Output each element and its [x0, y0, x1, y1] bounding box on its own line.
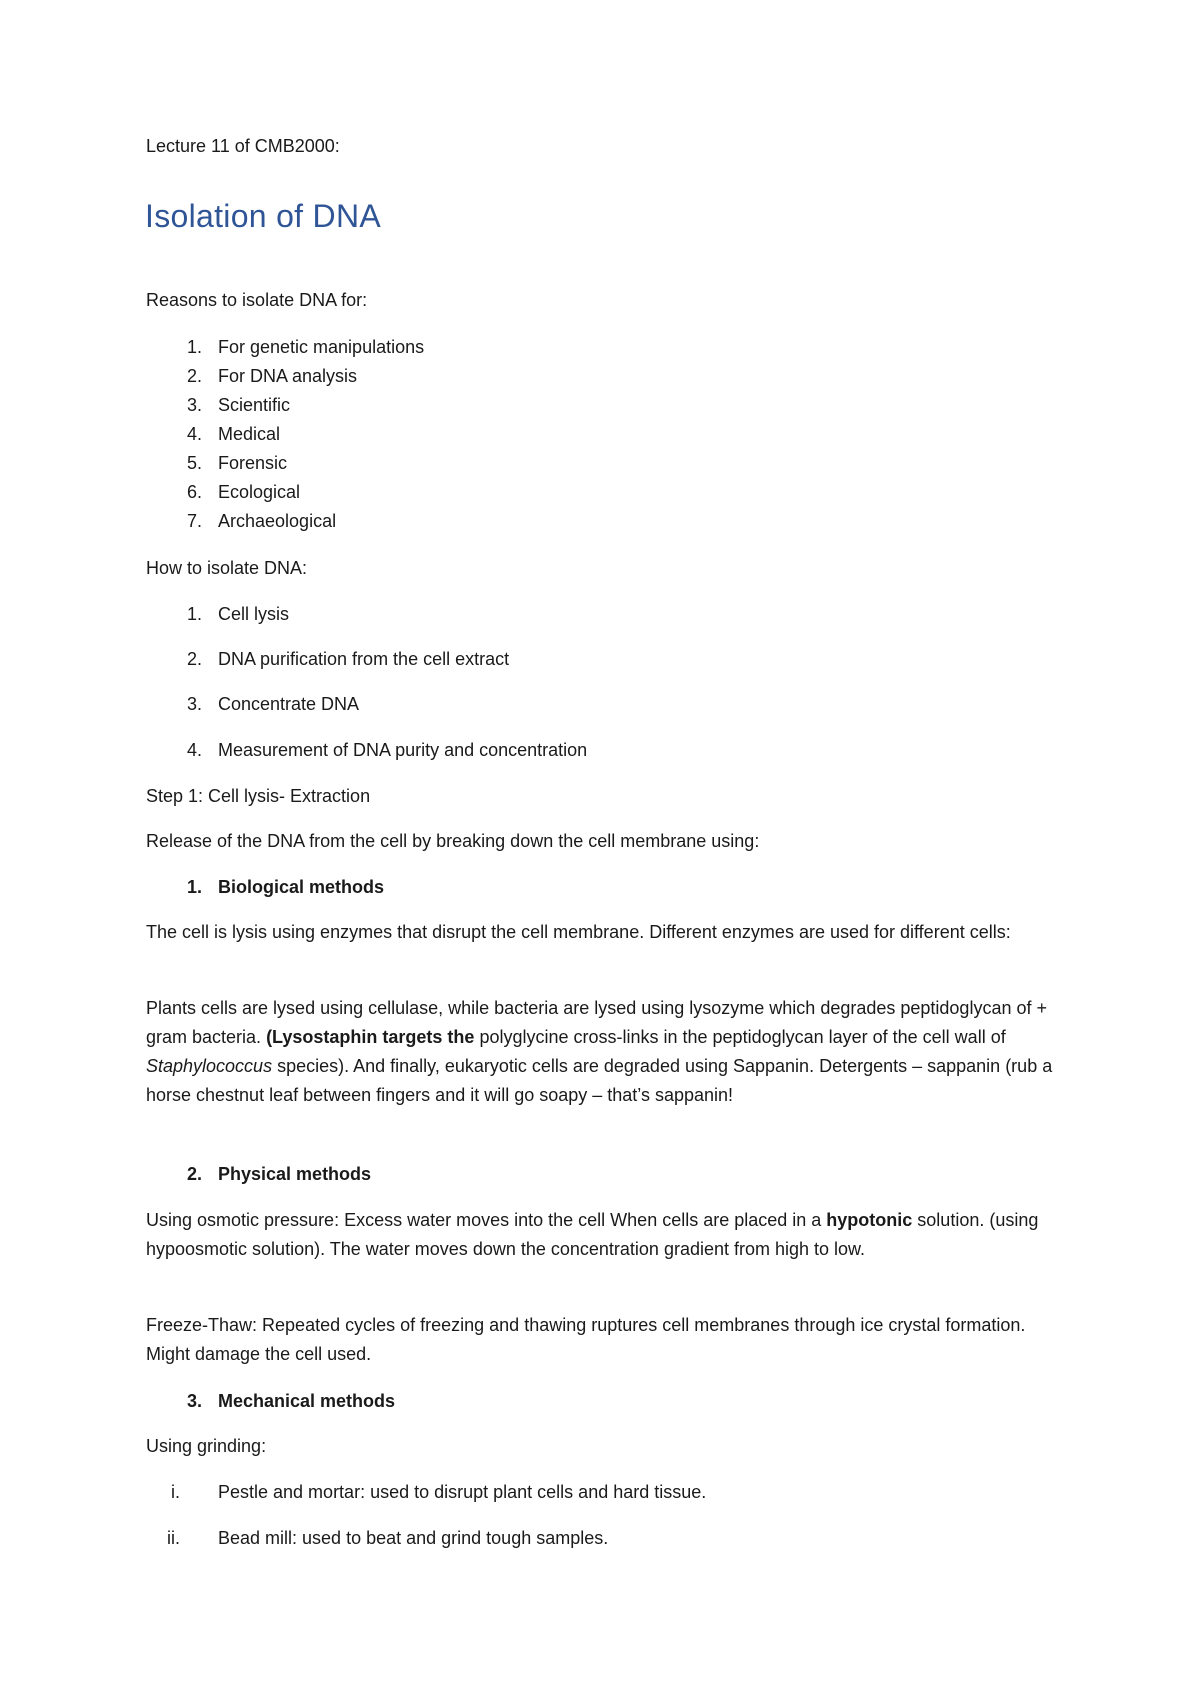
biological-paragraph-1: The cell is lysis using enzymes that disrupt the cell membrane. Different enzymes are used for different cells: — [146, 922, 1011, 942]
list-text: Scientific — [218, 395, 291, 415]
physical-paragraph-2: Freeze-Thaw: Repeated cycles of freezing and thawing ruptures cell membranes through ice crystal formation. Might damage the cell used. — [146, 1315, 1026, 1364]
list-number: 6. — [186, 482, 202, 502]
section-heading-physical — [146, 1160, 1066, 1189]
section-heading-mechanical — [146, 1387, 1066, 1416]
list-number: 4. — [186, 424, 202, 444]
list-item — [146, 1478, 1066, 1507]
section-label: Physical methods — [218, 1164, 372, 1184]
section-label: Mechanical methods — [218, 1391, 396, 1411]
list-item — [146, 449, 1066, 478]
how-heading: How to isolate DNA: — [146, 558, 308, 578]
list-text: Forensic — [218, 453, 288, 473]
list-text: Measurement of DNA purity and concentration — [218, 740, 588, 760]
list-text: Pestle and mortar: used to disrupt plant cells and hard tissue. — [218, 1482, 707, 1502]
list-number: 7. — [186, 511, 202, 531]
list-item — [146, 736, 1066, 765]
text-run-bold: hypotonic — [826, 1210, 913, 1230]
text-run-bold: (Lysostaphin targets the — [266, 1027, 475, 1047]
list-text: Archaeological — [218, 511, 337, 531]
list-item — [146, 1524, 1066, 1553]
list-number: 1. — [186, 337, 202, 357]
list-text: Ecological — [218, 482, 301, 502]
list-number: 2. — [186, 649, 202, 669]
list-item — [146, 333, 1066, 362]
step1-heading: Step 1: Cell lysis- Extraction — [146, 786, 371, 806]
list-number: 1. — [186, 604, 202, 624]
list-number: i. — [171, 1482, 180, 1502]
list-item — [146, 600, 1066, 629]
biological-paragraph-2 — [146, 994, 1066, 1110]
list-text: DNA purification from the cell extract — [218, 649, 510, 669]
mechanical-intro: Using grinding: — [146, 1436, 267, 1456]
list-item — [146, 507, 1066, 536]
list-item — [146, 645, 1066, 674]
list-number: 3. — [186, 1391, 202, 1411]
list-number: 3. — [186, 395, 202, 415]
text-run: Using osmotic pressure: Excess water moves into the cell When cells are placed in a — [146, 1210, 827, 1230]
list-item — [146, 420, 1066, 449]
list-number: 5. — [186, 453, 202, 473]
list-number: ii. — [167, 1528, 180, 1548]
list-number: 4. — [186, 740, 202, 760]
list-item — [146, 478, 1066, 507]
lecture-header: Lecture 11 of CMB2000: — [146, 136, 340, 156]
list-text: Cell lysis — [218, 604, 290, 624]
section-label: Biological methods — [218, 877, 385, 897]
reasons-heading: Reasons to isolate DNA for: — [146, 290, 368, 310]
list-number: 3. — [186, 694, 202, 714]
list-item — [146, 690, 1066, 719]
list-item — [146, 391, 1066, 420]
list-text: Medical — [218, 424, 281, 444]
list-text: For genetic manipulations — [218, 337, 425, 357]
list-number: 1. — [186, 877, 202, 897]
list-number: 2. — [186, 366, 202, 386]
step1-intro: Release of the DNA from the cell by breaking down the cell membrane using: — [146, 831, 760, 851]
text-run: species). And finally, eukaryotic cells are degraded using Sappanin. Detergents – sappanin (rub a horse chestnut leaf between fingers and it will go soapy – that’s sappanin! — [146, 1056, 1053, 1105]
list-text: Bead mill: used to beat and grind tough samples. — [218, 1528, 609, 1548]
list-item — [146, 362, 1066, 391]
text-run-italic: Staphylococcus — [146, 1056, 273, 1076]
text-run: solution. (using hypoosmotic solution). The water moves down the concentration gradient from high to low. — [146, 1210, 1039, 1259]
list-number: 2. — [186, 1164, 202, 1184]
list-text: For DNA analysis — [218, 366, 358, 386]
page-title: Isolation of DNA — [145, 198, 382, 234]
text-run: polyglycine cross-links in the peptidoglycan layer of the cell wall of — [474, 1027, 1006, 1047]
text-run: Plants cells are lysed using cellulase, while bacteria are lysed using lysozyme which degrades peptidoglycan of + gram bacteria. — [146, 998, 1047, 1047]
list-text: Concentrate DNA — [218, 694, 360, 714]
section-heading-biological — [146, 873, 1066, 902]
physical-paragraph-1 — [146, 1206, 1066, 1264]
